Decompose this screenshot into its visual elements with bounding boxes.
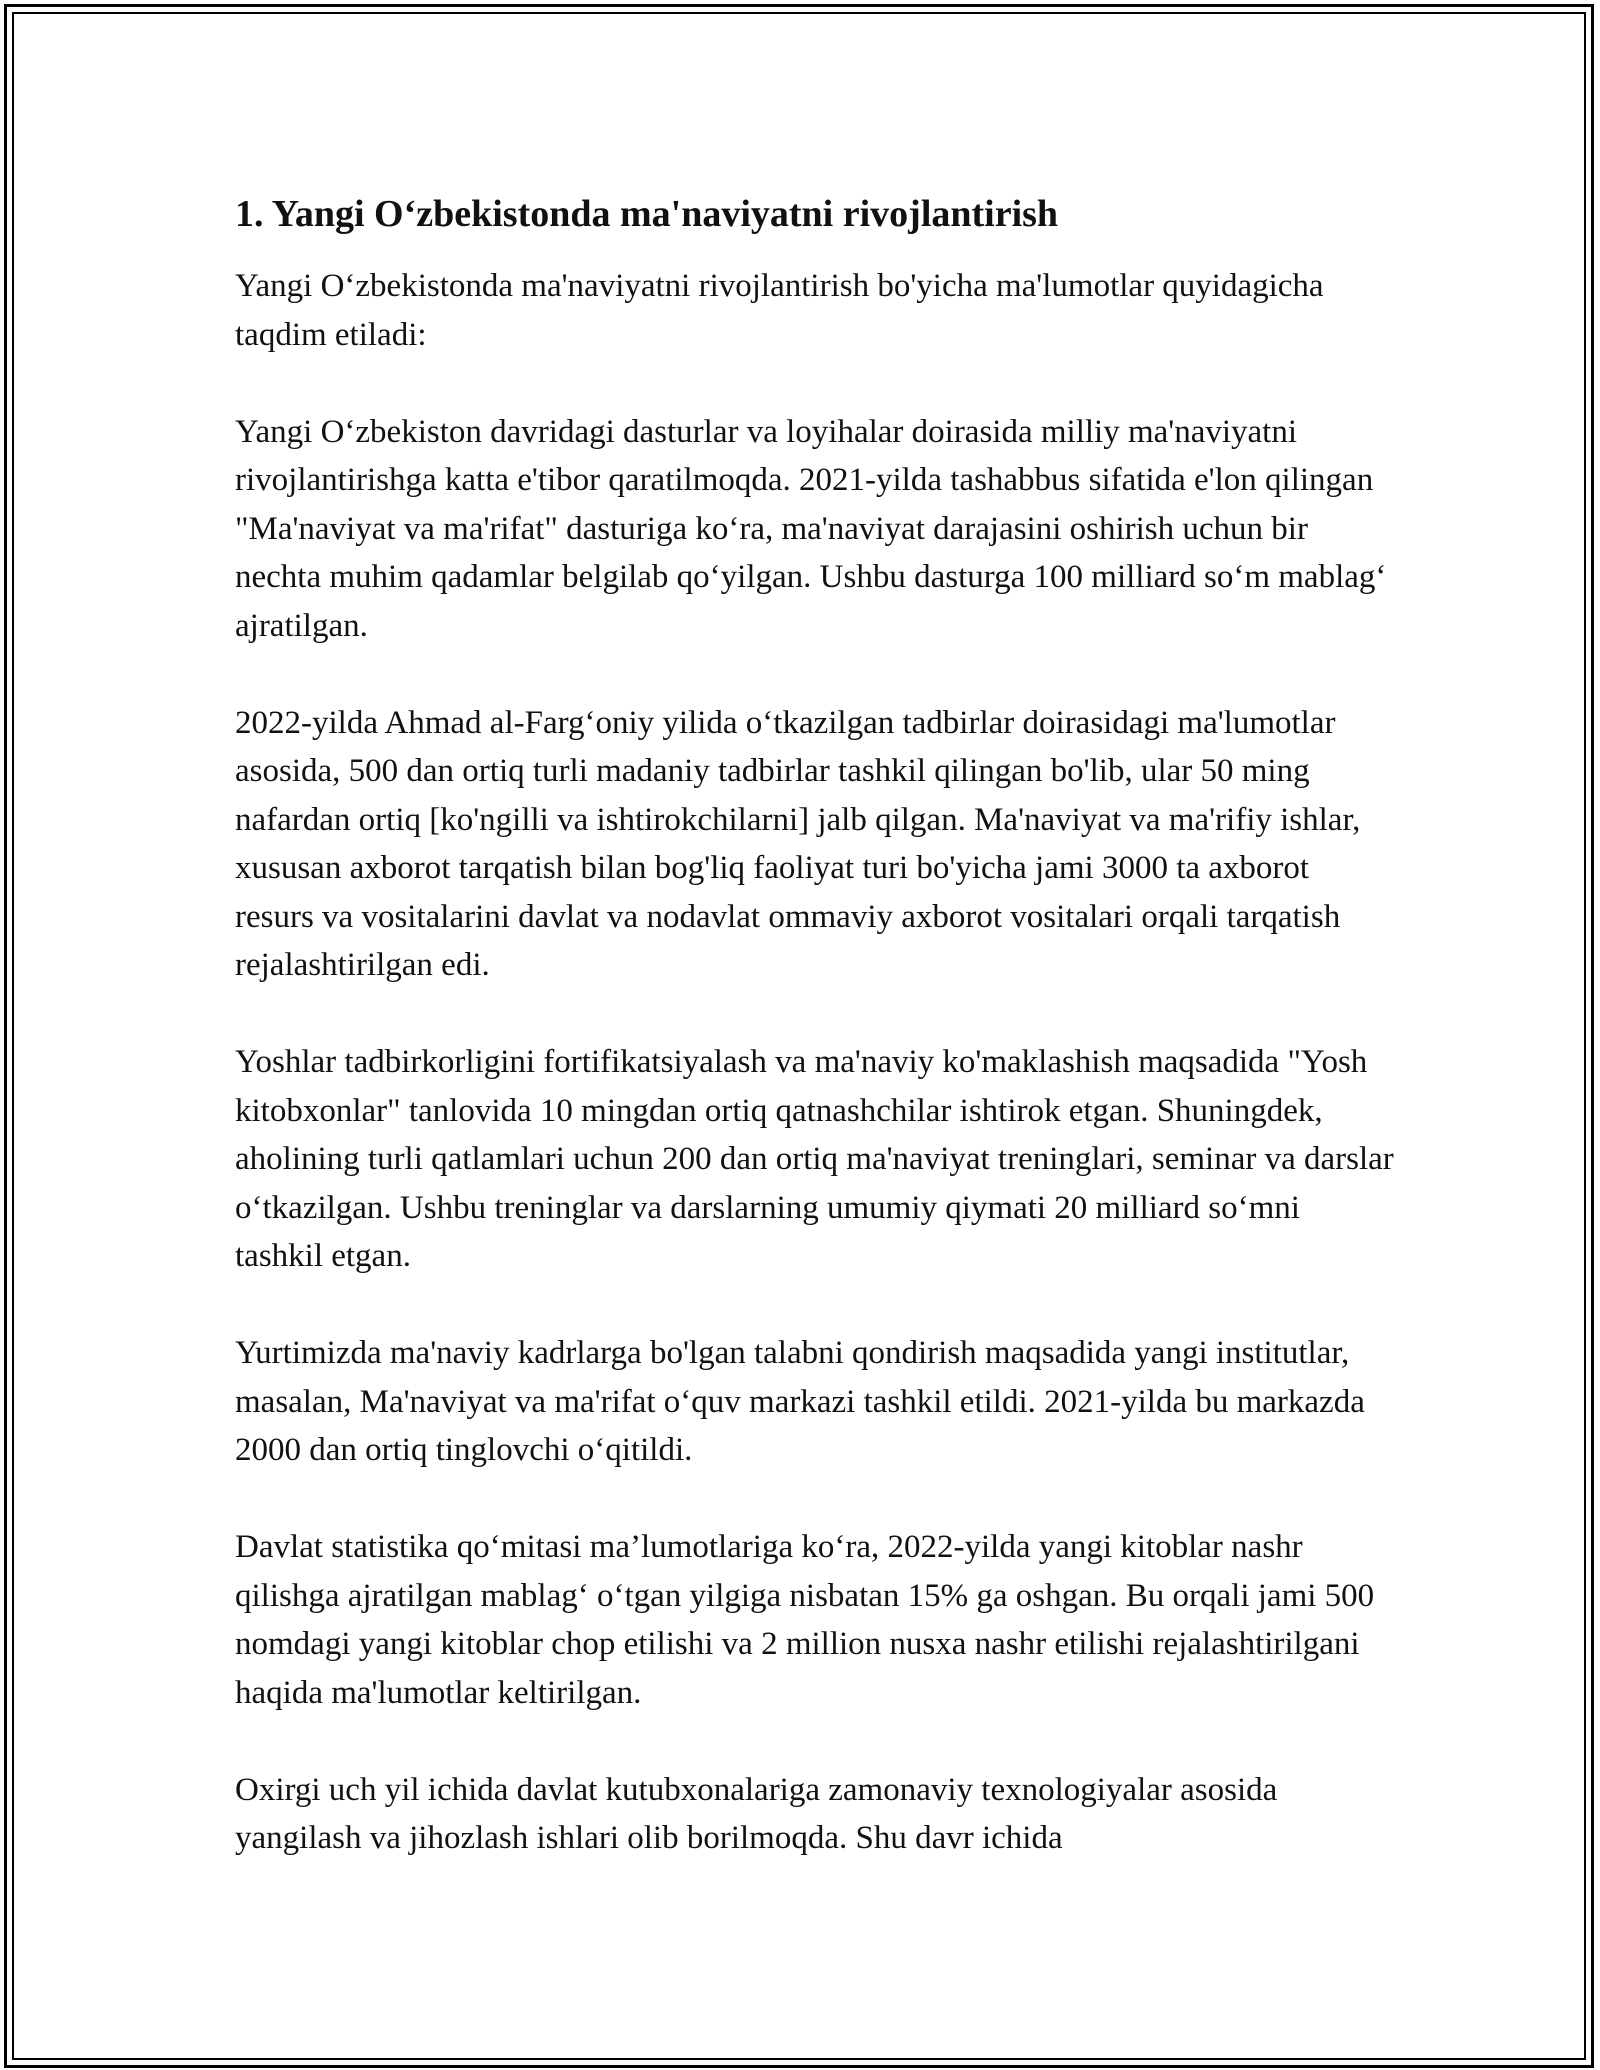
paragraph-intro: Yangi O‘zbekistonda ma'naviyatni rivojlantirish bo'yicha ma'lumotlar quyidagicha taqdim etiladi:	[235, 268, 1324, 353]
paragraph-libraries: Oxirgi uch yil ichida davlat kutubxonalariga zamonaviy texnologiyalar asosida yangilash va jihozlash ishlari olib borilmoqda. Shu davr ichida	[235, 1771, 1278, 1856]
document-title: 1. Yangi O‘zbekistonda ma'naviyatni rivojlantirish	[235, 193, 1059, 235]
document-body	[235, 190, 1395, 1863]
paragraph-events-2022: 2022-yilda Ahmad al-Farg‘oniy yilida o‘tkazilgan tadbirlar doirasidagi ma'lumotlar asosida, 500 dan ortiq turli madaniy tadbirlar tashkil qilingan bo'lib, ular 50 ming nafardan ortiq [ko'ngilli va ishtirokchilarni] jalb qilgan. Ma'naviyat va ma'rifiy ishlar, xususan axborot tarqatish bilan bog'liq faoliyat turi bo'yicha jami 3000 ta axborot resurs va vositalarini davlat va nodavlat ommaviy axborot vositalari orqali tarqatish rejalashtirilgan edi.	[235, 704, 1361, 983]
paragraph-institutes: Yurtimizda ma'naviy kadrlarga bo'lgan talabni qondirish maqsadida yangi institutlar, masalan, Ma'naviyat va ma'rifat o‘quv markazi tashkil etildi. 2021-yilda bu markazda 2000 dan ortiq tinglovchi o‘qitildi.	[235, 1335, 1365, 1468]
paragraph-statistics: Davlat statistika qo‘mitasi ma’lumotlariga ko‘ra, 2022-yilda yangi kitoblar nashr qilishga ajratilgan mablag‘ o‘tgan yilgiga nisbatan 15% ga oshgan. Bu orqali jami 500 nomdagi yangi kitoblar chop etilishi va 2 million nusxa nashr etilishi rejalashtirilgani haqida ma'lumotlar keltirilgan.	[235, 1529, 1375, 1711]
paragraph-program-2021: Yangi O‘zbekiston davridagi dasturlar va loyihalar doirasida milliy ma'naviyatni rivojlantirishga katta e'tibor qaratilmoqda. 2021-yilda tashabbus sifatida e'lon qilingan "Ma'naviyat va ma'rifat" dasturiga ko‘ra, ma'naviyat darajasini oshirish uchun bir nechta muhim qadamlar belgilab qo‘yilgan. Ushbu dasturga 100 milliard so‘m mablag‘ ajratilgan.	[235, 413, 1387, 644]
paragraph-youth: Yoshlar tadbirkorligini fortifikatsiyalash va ma'naviy ko'maklashish maqsadida "Yosh kitobxonlar" tanlovida 10 mingdan ortiq qatnashchilar ishtirok etgan. Shuningdek, aholining turli qatlamlari uchun 200 dan ortiq ma'naviyat treninglari, seminar va darslar o‘tkazilgan. Ushbu treninglar va darslarning umumiy qiymati 20 milliard so‘mni tashkil etgan.	[235, 1044, 1394, 1274]
